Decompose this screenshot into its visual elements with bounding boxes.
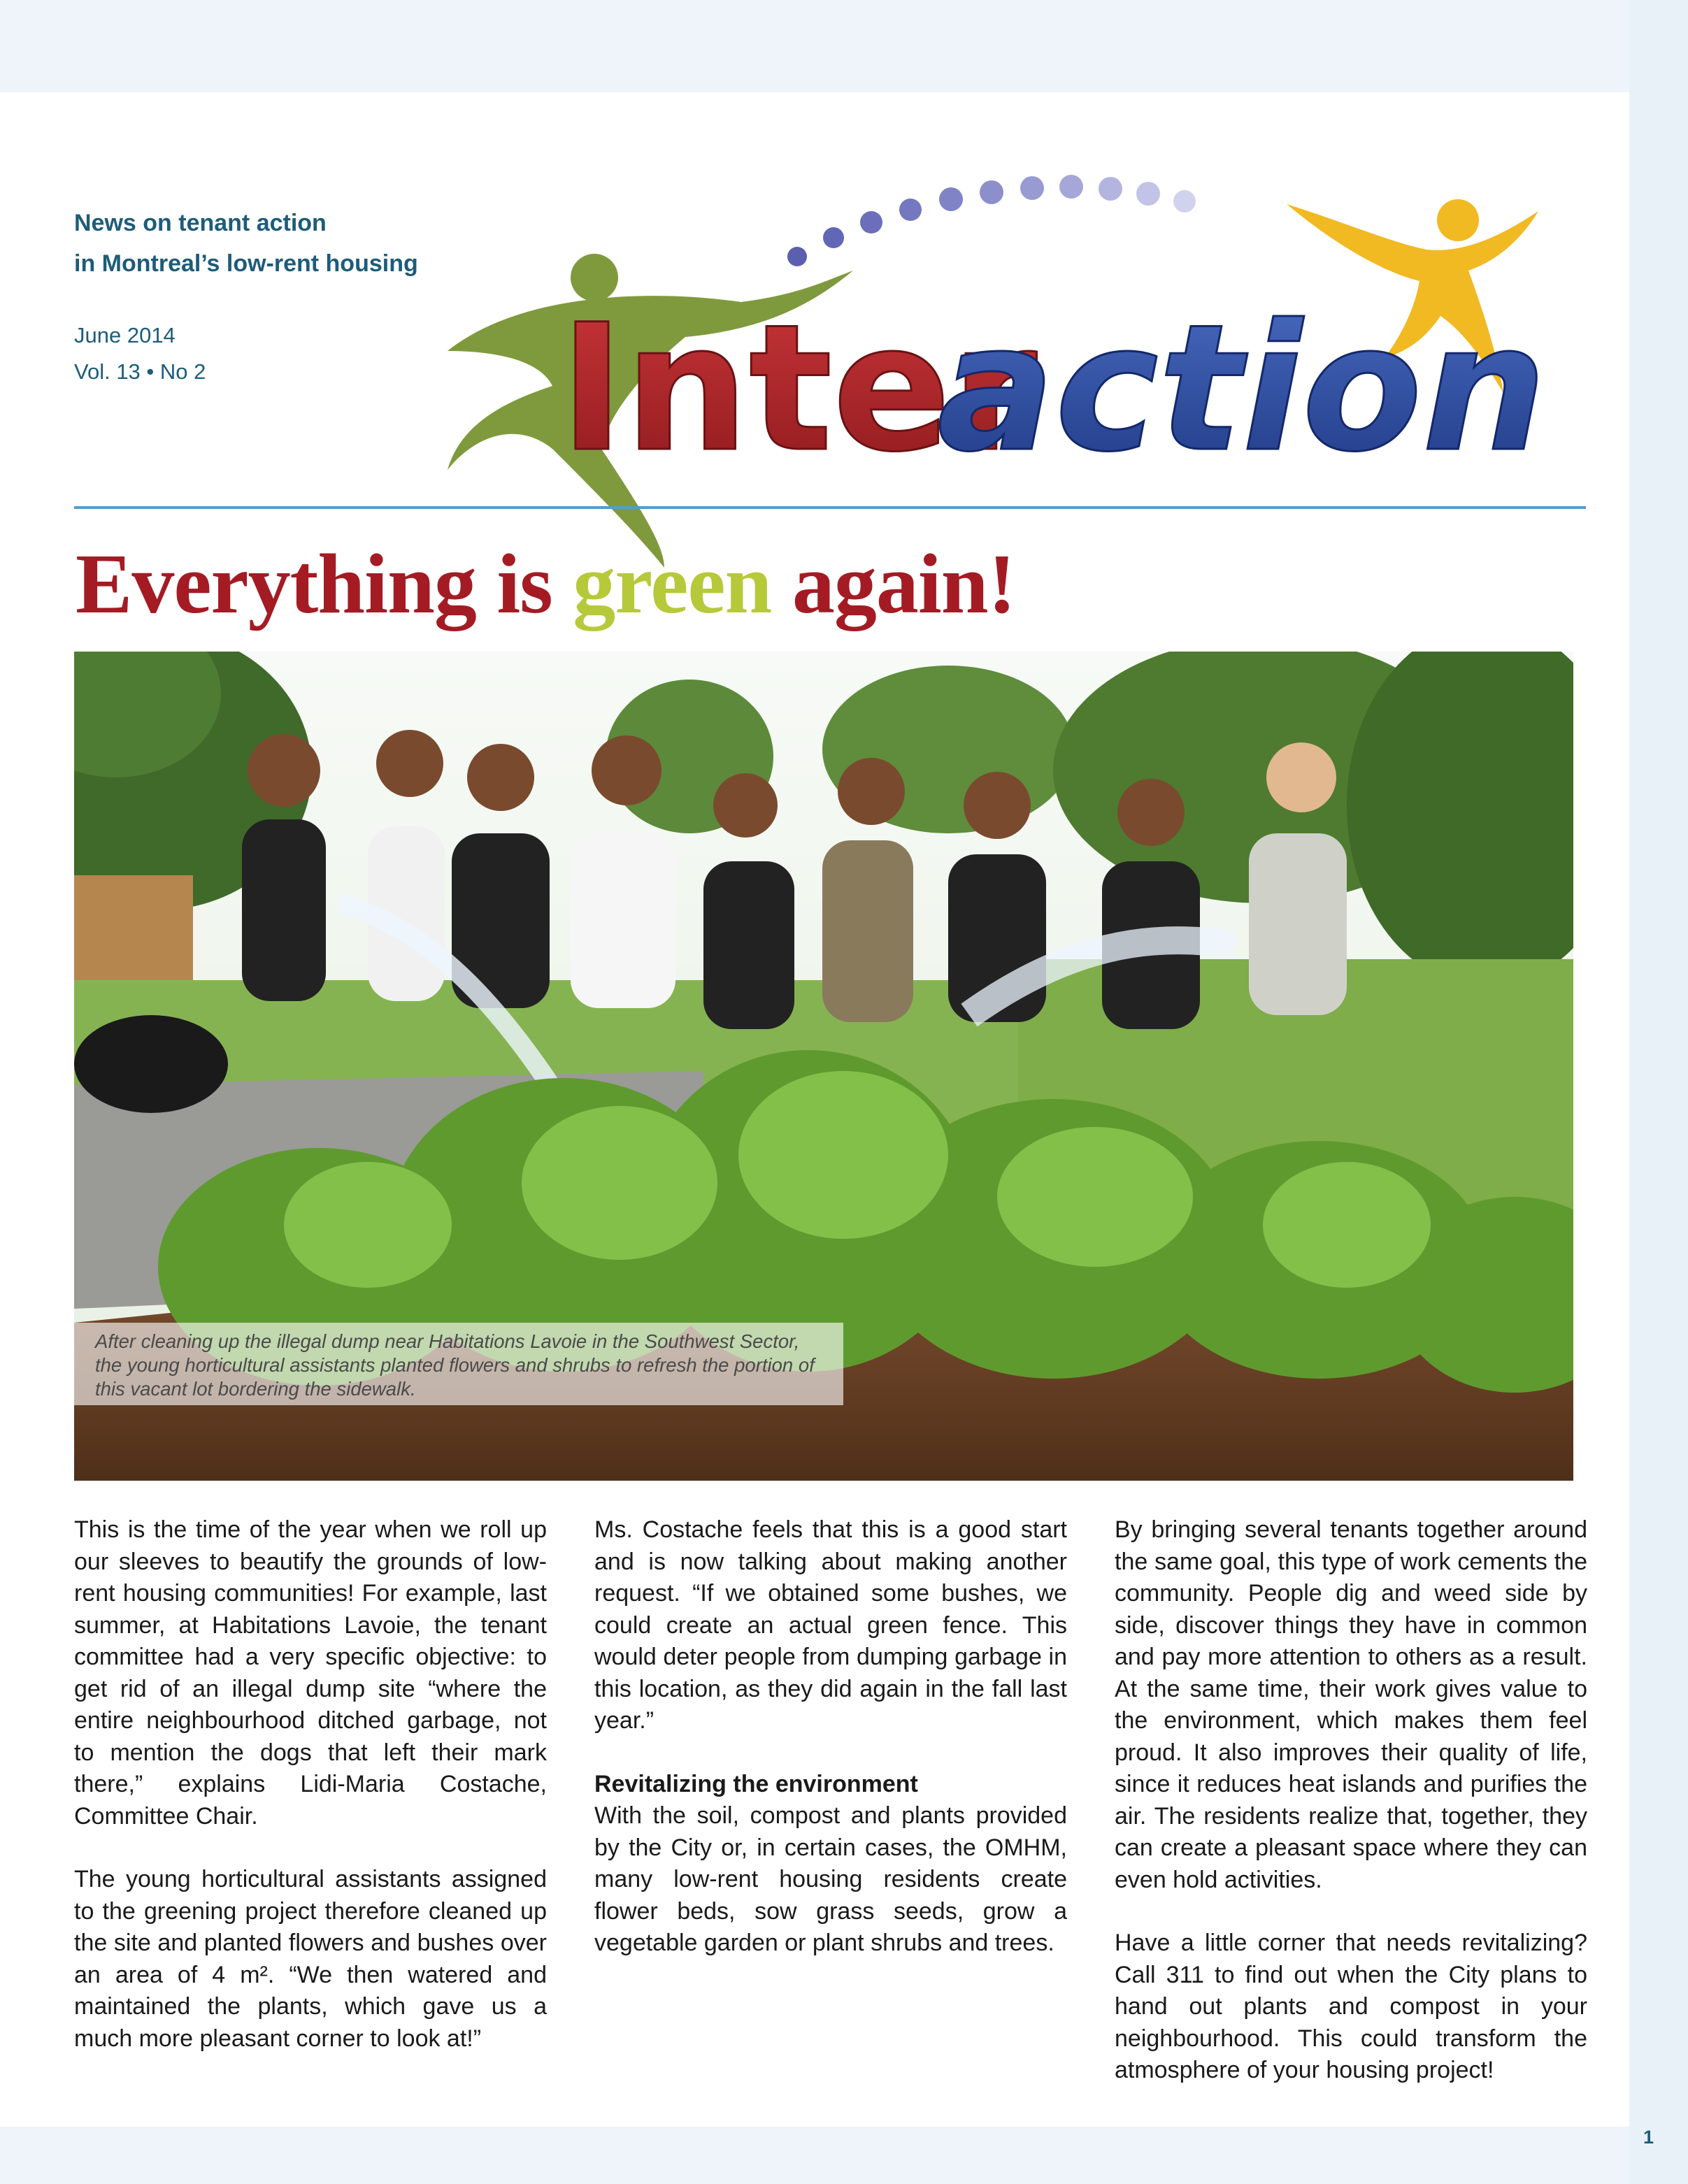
article-body — [0, 1514, 1629, 2083]
photo-caption: After cleaning up the illegal dump near Habitations Lavoie in the Southwest Sector, the young horticultural assistants planted flowers and shrubs to refresh the portion of this vacant lot bordering the sidewalk. — [74, 1323, 843, 1405]
article-column-1 — [74, 1514, 547, 2086]
article-paragraph-callout: Have a little corner that needs revitalizing? Call 311 to find out when the City plans to hand out plants and compost in your neighbourhood. This could transform the atmosphere of your housing project! — [1115, 1930, 1587, 2083]
article-paragraph: Ms. Costache feels that this is a good start and is now talking about making another request. “If we obtained some bushes, we could create an actual green fence. This would deter people from dumping garbage in this location, as they did again in the fall last year.” — [594, 1516, 1067, 1734]
tagline — [74, 203, 418, 284]
logo-text-action: action — [937, 287, 1547, 490]
article-subheading: Revitalizing the environment — [594, 1770, 918, 1797]
tagline-line-2: in Montreal’s low-rent housing — [74, 250, 418, 277]
page-margin-band — [1629, 0, 1688, 2184]
issue-info — [74, 317, 206, 390]
article-paragraph: This is the time of the year when we roll up our sleeves to beautify the grounds of low-rent housing communities! For example, last summer, at Habitations Lavoie, the tenant committee had a very specific objective: to get rid of an illegal dump site “where the entire neighbourhood ditched garbage, not to mention the dogs that left their mark there,” explains Lidi-Maria Costache, Committee Chair. — [74, 1516, 547, 1830]
header-divider — [74, 506, 1586, 509]
dots-arc-icon — [787, 175, 1196, 266]
headline-green-word: green — [573, 537, 772, 631]
newsletter-page — [0, 92, 1629, 2127]
article-paragraph: The young horticultural assistants assigned to the greening project therefore cleaned up the site and planted flowers and bushes over an area of 4 m². “We then watered and maintained the plants, which gave us a much more pleasant corner to look at!” — [74, 1866, 547, 2052]
headline-part-1: Everything is — [76, 537, 573, 631]
headline-part-3: again! — [771, 537, 1016, 631]
feature-photo — [74, 652, 1573, 1481]
logo-text-inter: Inter — [559, 287, 1038, 490]
issue-date: June 2014 — [74, 323, 176, 347]
article-column-3 — [1115, 1514, 1587, 2118]
article-paragraph: With the soil, compost and plants provided by the City or, in certain cases, the OMHM, many low-rent housing residents create flower beds, sow grass seeds, grow a vegetable garden or plant shrubs and trees. — [594, 1802, 1067, 1956]
interaction-logo — [434, 120, 1566, 568]
page-number: 1 — [1643, 2127, 1654, 2148]
tagline-line-1: News on tenant action — [74, 210, 327, 236]
page-title — [76, 536, 1015, 633]
issue-volume: Vol. 13 • No 2 — [74, 359, 206, 384]
article-paragraph-continued: By bringing several tenants together around the same goal, this type of work cements the community. People dig and weed side by side, discover things they have in common and pay more attention to others as a result. At the same time, their work gives value to the environment, which makes them feel proud. It also improves their quality of life, since it reduces heat islands and purifies the air. The residents realize that, together, they can create a pleasant space where they can even hold activities. — [1115, 1516, 1587, 1893]
article-column-2 — [594, 1514, 1067, 1991]
